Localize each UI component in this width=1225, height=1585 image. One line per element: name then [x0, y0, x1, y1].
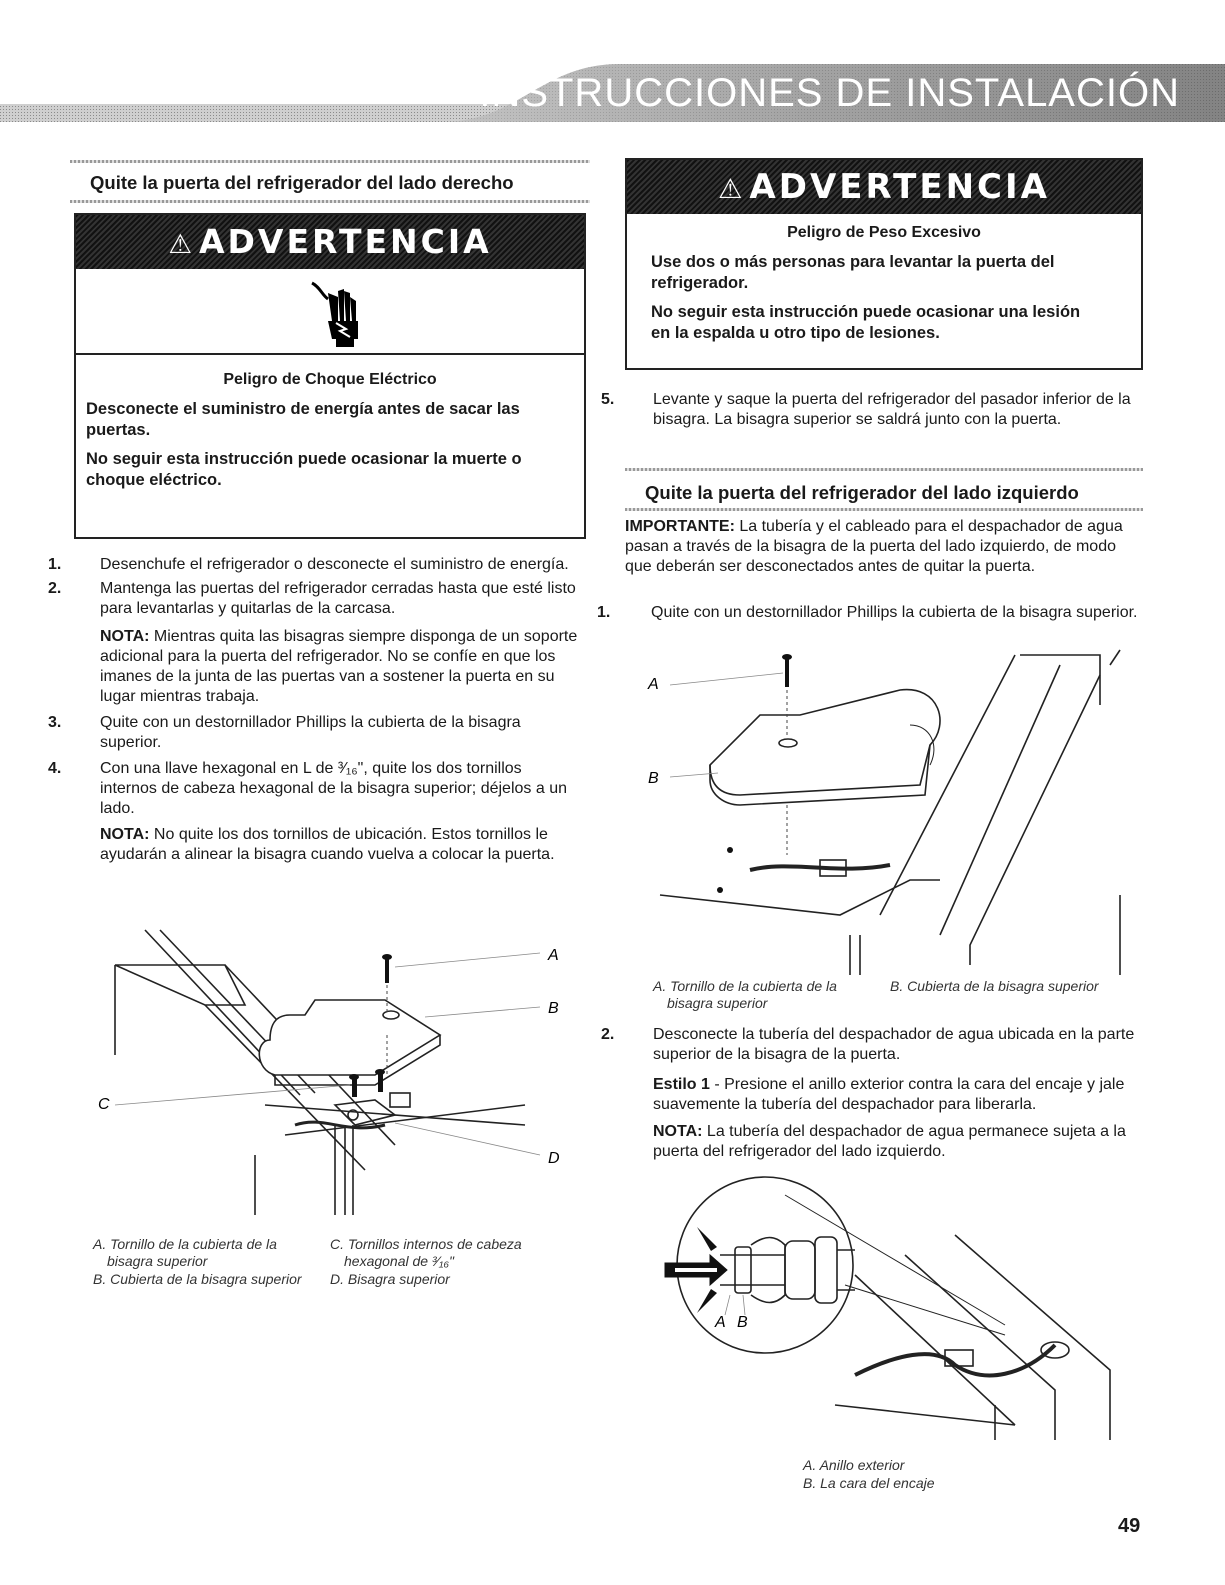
section-rule — [70, 200, 590, 203]
important-note: IMPORTANTE: La tubería y el cableado para el despachador de agua pasan a través de la bisagra de la puerta del lado izquierdo, de modo que deberán ser desconectados antes de quitar la puerta. — [625, 518, 1123, 575]
note-1: NOTA: Mientras quita las bisagras siempre disponga de un soporte adicional para la puerta del refrigerador. No se confíe en que los imanes de la junta de las puertas van a sostener la puerta en su lugar mientras trabaja. — [100, 628, 578, 705]
section-title-left-door: Quite la puerta del refrigerador del lado izquierdo — [645, 482, 1079, 503]
section-rule — [625, 508, 1143, 511]
diagram-label-d: D — [548, 1150, 560, 1167]
excess-weight-warning-box — [625, 158, 1143, 370]
diagram-label-a: A — [715, 1314, 726, 1331]
left-hinge-cover-diagram — [640, 645, 1140, 975]
step-5: 5. Levante y saque la puerta del refrigerador del pasador inferior de la bisagra. La bisagra superior se saldrá junto con la puerta. — [601, 391, 1131, 428]
warning-heading — [627, 160, 1141, 214]
diagram-label-a: A — [648, 676, 659, 693]
warning-heading-text: ADVERTENCIA — [199, 222, 492, 261]
caption-a: A. Tornillo de la cubierta de la bisagra superior — [93, 1236, 277, 1269]
section-rule — [70, 160, 590, 163]
caption-d: D. Bisagra superior — [330, 1271, 450, 1287]
hazard-title: Peligro de Peso Excesivo — [787, 224, 981, 241]
electric-shock-hand-icon — [306, 277, 366, 349]
left-door-step-1: 1. Quite con un destornillador Phillips la cubierta de la bisagra superior. — [597, 604, 1138, 621]
left-steps — [48, 555, 579, 865]
style-1-instruction: Estilo 1 - Presione el anillo exterior contra la cara del encaje y jale suavemente la tubería del despachador para liberarla. — [653, 1076, 1125, 1113]
left-door-step-2: 2. Desconecte la tubería del despachador de agua ubicada en la parte superior de la bisagra de la puerta. — [601, 1026, 1135, 1063]
section-rule — [625, 468, 1143, 471]
electric-shock-warning-box — [74, 213, 586, 539]
fig3-caption-b: B. La cara del encaje — [803, 1475, 935, 1491]
right-hinge-diagram — [95, 925, 575, 1215]
page-number: 49 — [1118, 1515, 1141, 1537]
note-2: NOTA: No quite los dos tornillos de ubicación. Estos tornillos le ayudarán a alinear la bisagra cuando vuelva a colocar la puerta. — [100, 826, 555, 863]
diagram-label-c: C — [98, 1096, 110, 1113]
step-2: 2. Mantenga las puertas del refrigerador cerradas hasta que esté listo para levantarlas y quitarlas de la carcasa. — [48, 580, 576, 617]
step-3: 3. Quite con un destornillador Phillips la cubierta de la bisagra superior. — [48, 714, 521, 751]
water-line-disconnect-diagram — [655, 1175, 1125, 1440]
fig2-caption-a: A. Tornillo de la cubierta de la bisagra superior — [653, 978, 837, 1011]
diagram-label-b: B — [737, 1314, 748, 1331]
shock-hazard-area — [76, 269, 584, 353]
caption-c: C. Tornillos internos de cabeza hexagonal de ³⁄₁₆" — [330, 1236, 522, 1269]
diagram-label-b: B — [648, 770, 659, 787]
caption-b: B. Cubierta de la bisagra superior — [93, 1271, 302, 1287]
note-3: NOTA: La tubería del despachador de agua permanece sujeta a la puerta del refrigerador del lado izquierdo. — [653, 1123, 1126, 1160]
diagram-label-b: B — [548, 1000, 559, 1017]
warning-triangle-icon: ⚠ — [168, 229, 195, 260]
fig3-caption-a: A. Anillo exterior — [803, 1457, 905, 1473]
warning-instruction: Desconecte el suministro de energía antes de sacar las puertas. — [86, 400, 520, 439]
page-header-title: INSTRUCCIONES DE INSTALACIÓN — [479, 71, 1180, 115]
step-1: 1. Desenchufe el refrigerador o desconecte el suministro de energía. — [48, 556, 569, 573]
warning-consequence: No seguir esta instrucción puede ocasionar la muerte o choque eléctrico. — [86, 450, 522, 489]
warning-heading-text: ADVERTENCIA — [749, 167, 1050, 207]
warning-consequence: No seguir esta instrucción puede ocasionar una lesión en la espalda u otro tipo de lesiones. — [651, 303, 1081, 342]
section-title-right-door: Quite la puerta del refrigerador del lado derecho — [90, 172, 514, 193]
warning-triangle-icon: ⚠ — [718, 174, 746, 205]
warning-heading — [76, 215, 584, 269]
hazard-title: Peligro de Choque Eléctrico — [223, 371, 437, 388]
warning-instruction: Use dos o más personas para levantar la puerta del refrigerador. — [651, 253, 1055, 292]
step-4: 4. Con una llave hexagonal en L de ³⁄₁₆", quite los dos tornillos internos de cabeza hexagonal de la bisagra superior; déjelos a un lado. — [48, 760, 567, 817]
fig2-caption-b: B. Cubierta de la bisagra superior — [890, 978, 1099, 994]
diagram-label-a: A — [548, 947, 559, 964]
